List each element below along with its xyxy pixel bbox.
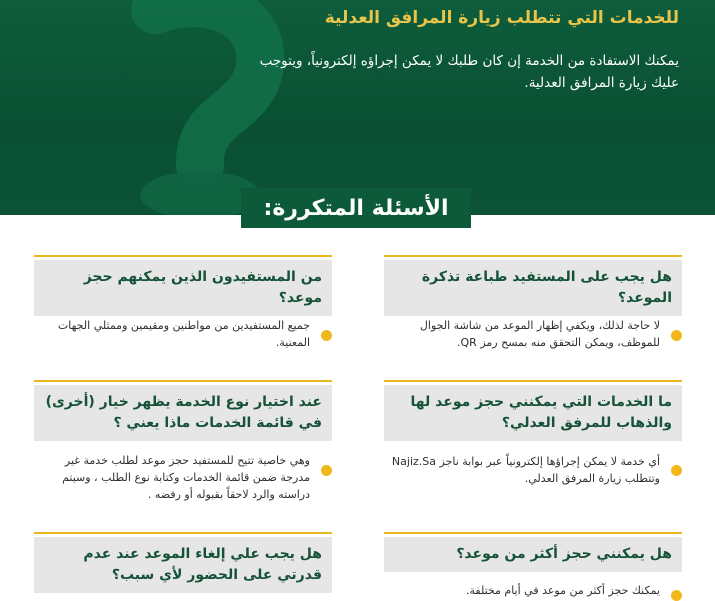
bullet-dot-icon <box>671 590 682 601</box>
faq-answer: وهي خاصية تتيح للمستفيد حجز موعد لطلب خدمة غير مدرجة ضمن قائمة الخدمات وكتابة نوع الطلب ، وسيتم دراسته والرد لاحقاً بقبوله أو رفضه . <box>62 454 310 501</box>
card-divider <box>384 380 682 382</box>
faq-heading: الأسئلة المتكررة: <box>241 188 471 228</box>
faq-question: عند اختيار نوع الخدمة يظهر خيار (أخرى) في قائمة الخدمات ماذا يعني ؟ <box>34 385 332 441</box>
faq-answer: يمكنك حجز أكثر من موعد في أيام مختلفة. <box>465 584 660 597</box>
card-divider <box>34 380 332 382</box>
faq-card <box>34 380 332 520</box>
hero-description: يمكنك الاستفادة من الخدمة إن كان طلبك لا يمكن إجراؤه إلكترونياً، ويتوجب عليك زيارة المرافق العدلية. <box>259 53 679 91</box>
bullet-dot-icon <box>671 465 682 476</box>
faq-answer: لا حاجة لذلك، ويكفي إظهار الموعد من شاشة الجوال للموظف، ويمكن التحقق منه بمسح رمز QR. <box>419 319 660 349</box>
card-divider <box>384 532 682 534</box>
faq-card <box>384 532 682 600</box>
bullet-dot-icon <box>321 465 332 476</box>
hero-banner <box>0 0 715 215</box>
card-divider <box>34 255 332 257</box>
faq-question: من المستفيدون الذين يمكنهم حجز موعد؟ <box>34 260 332 316</box>
bullet-dot-icon <box>671 330 682 341</box>
faq-card <box>34 532 332 600</box>
faq-question: هل يجب على المستفيد طباعة تذكرة الموعد؟ <box>384 260 682 316</box>
faq-question: هل يمكنني حجز أكثر من موعد؟ <box>384 537 682 572</box>
faq-question: ما الخدمات التي يمكنني حجز موعد لها والذهاب للمرفق العدلي؟ <box>384 385 682 441</box>
faq-card <box>384 255 682 365</box>
faq-answer: جميع المستفيدين من مواطنين ومقيمين وممثلي الجهات المعنية. <box>57 319 310 349</box>
card-divider <box>384 255 682 257</box>
hero-title: للخدمات التي تتطلب زيارة المرافق العدلية <box>324 8 679 28</box>
faq-card <box>384 380 682 500</box>
card-divider <box>34 532 332 534</box>
bullet-dot-icon <box>321 330 332 341</box>
faq-card <box>34 255 332 365</box>
question-mark-graphic <box>60 0 300 215</box>
faq-question: هل يجب علي إلغاء الموعد عند عدم قدرتي على الحضور لأي سبب؟ <box>34 537 332 593</box>
faq-answer: أي خدمة لا يمكن إجراؤها إلكترونياً عبر بوابة ناجز Najiz.Sa وتتطلب زيارة المرفق العدلي. <box>391 455 660 485</box>
